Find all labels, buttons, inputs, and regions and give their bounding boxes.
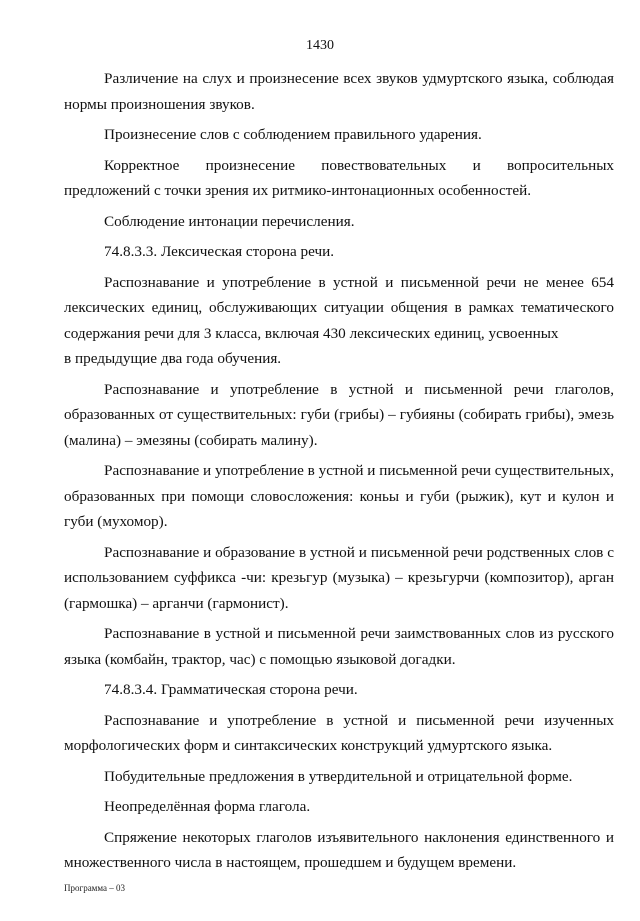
paragraph: Распознавание и употребление в устной и письменной речи не менее 654 лексических единиц, обслуживающих ситуации общения в рамках тематического содержания речи для 3 класса, включая 430 лексических единиц, усвоенных [64, 273, 614, 342]
paragraph: Различение на слух и произнесение всех звуков удмуртского языка, соблюдая нормы произношения звуков. [64, 70, 614, 113]
page-number: 1430 [306, 38, 334, 53]
section-heading: 74.8.3.4. Грамматическая сторона речи. [104, 681, 358, 698]
paragraph: Распознавание и употребление в устной и письменной речи изученных морфологических форм и синтаксических конструкций удмуртского языка. [64, 711, 614, 754]
paragraph: Побудительные предложения в утвердительной и отрицательной форме. [104, 767, 573, 785]
footer-label: Программа – 03 [64, 883, 126, 893]
paragraph: Распознавание и употребление в устной и письменной речи глаголов, образованных от существительных: губи (грибы) – губияны (собирать грибы), эмезь (малина) – эмезяны (собирать малину). [64, 380, 614, 449]
paragraph: Распознавание и употребление в устной и письменной речи существительных, образованных при помощи словосложения: коньы и губи (рыжик), кут и кулон и губи (мухомор). [64, 462, 614, 530]
paragraph-continuation: в предыдущие два года обучения. [64, 350, 282, 367]
paragraph: Распознавание и образование в устной и письменной речи родственных слов с использованием суффикса -чи: крезьгур (музыка) – крезьгурчи (композитор), арган (гармошка) – арганчи (гармонист). [64, 543, 614, 612]
paragraph: Корректное произнесение повествовательных и вопросительных предложений с точки зрения их ритмико-интонационных особенностей. [64, 156, 614, 199]
section-heading: 74.8.3.3. Лексическая сторона речи. [104, 243, 335, 260]
paragraph: Произнесение слов с соблюдением правильного ударения. [104, 126, 482, 143]
paragraph: Распознавание в устной и письменной речи заимствованных слов из русского языка (комбайн, трактор, час) с помощью языковой догадки. [64, 625, 614, 668]
paragraph: Соблюдение интонации перечисления. [104, 212, 355, 230]
document-body [64, 66, 614, 881]
paragraph: Неопределённая форма глагола. [104, 798, 311, 815]
paragraph: Спряжение некоторых глаголов изъявительного наклонения единственного и множественного числа в настоящем, прошедшем и будущем времени. [64, 828, 614, 871]
